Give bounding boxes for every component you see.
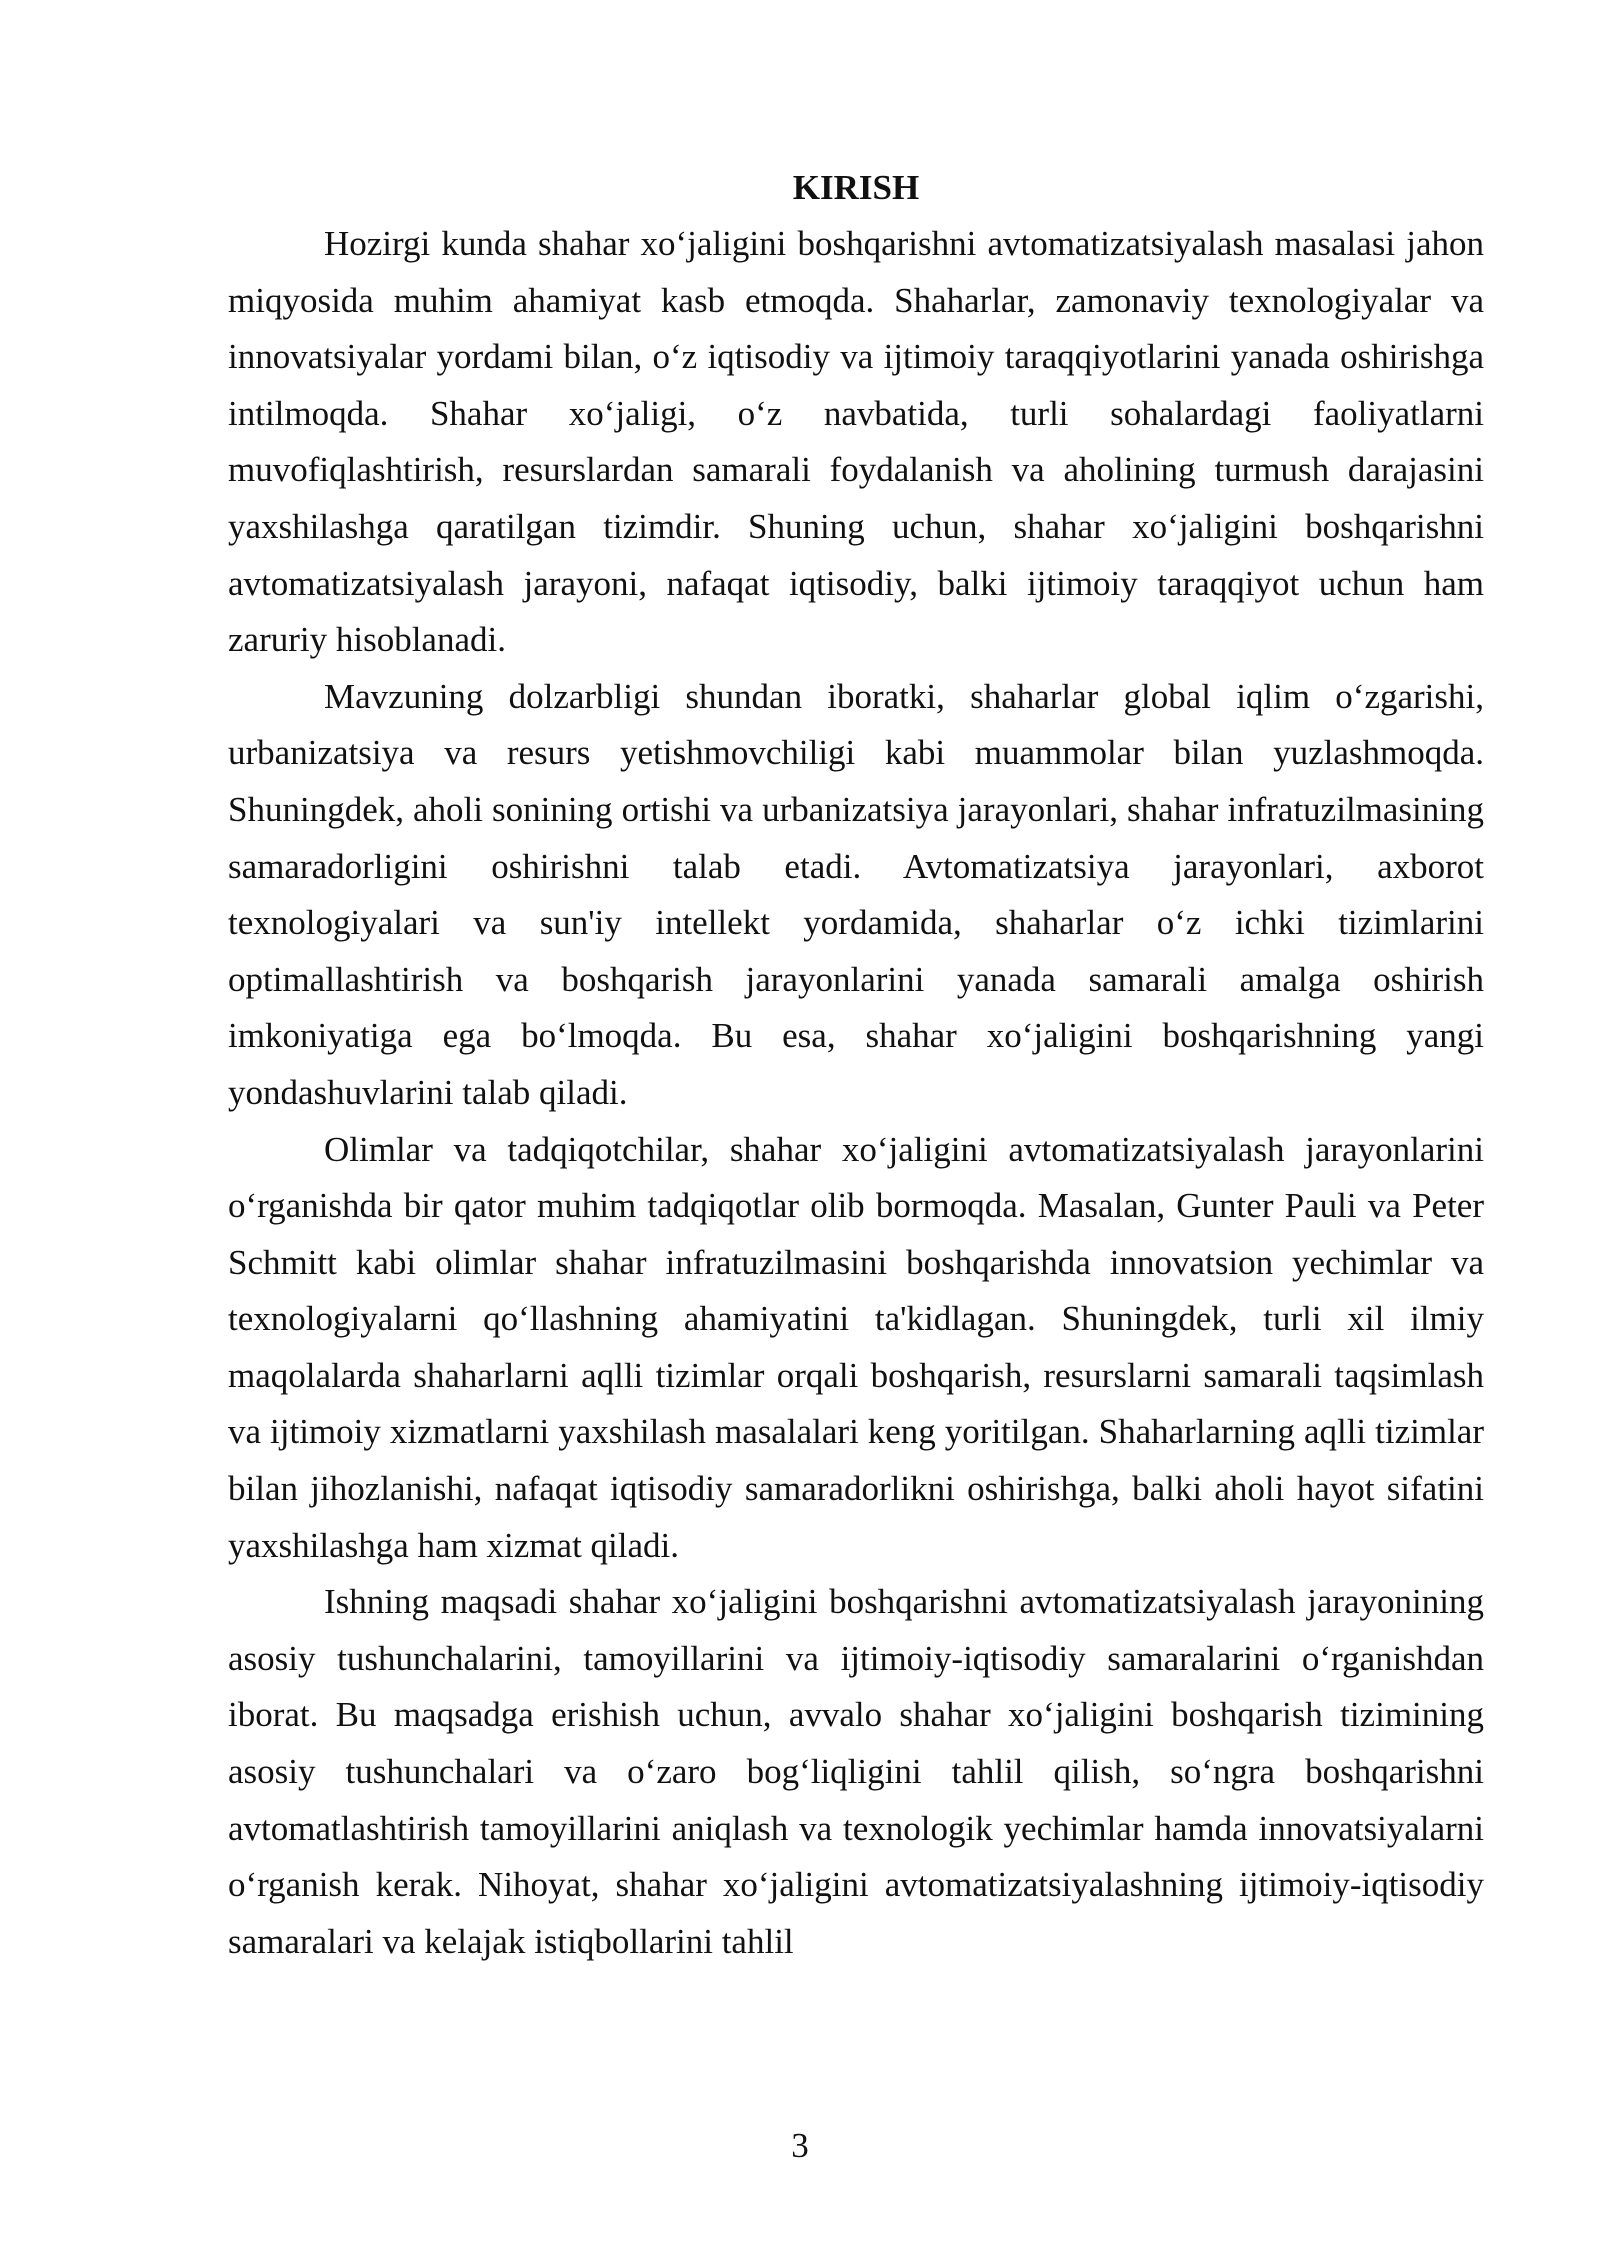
paragraph-relevance: Mavzuning dolzarbligi shundan iboratki, shaharlar global iqlim o‘zgarishi, urbanizatsiya va resurs yetishmovchiligi kabi muammolar bilan yuzlashmoqda. Shuningdek, aholi sonining ortishi va urbanizatsiya jarayonlari, shahar infratuzilmasining samaradorligini oshirishni talab etadi. Avtomatizatsiya jarayonlari, axborot texnologiyalari va sun'iy intellekt yordamida, shaharlar o‘z ichki tizimlarini optimallashtirish va boshqarish jarayonlarini yanada samarali amalga oshirish imkoniyatiga ega bo‘lmoqda. Bu esa, shahar xo‘jaligini boshqarishning yangi yondashuvlarini talab qiladi. bbox=[228, 676, 1484, 1112]
page-content bbox=[228, 160, 1484, 1970]
section-title: KIRISH bbox=[792, 168, 920, 207]
paragraph-introduction: Hozirgi kunda shahar xo‘jaligini boshqarishni avtomatizatsiyalash masalasi jahon miqyosida muhim ahamiyat kasb etmoqda. Shaharlar, zamonaviy texnologiyalar va innovatsiyalar yordami bilan, o‘z iqtisodiy va ijtimoiy taraqqiyotlarini yanada oshirishga intilmoqda. Shahar xo‘jaligi, o‘z navbatida, turli sohalardagi faoliyatlarni muvofiqlashtirish, resurslardan samarali foydalanish va aholining turmush darajasini yaxshilashga qaratilgan tizimdir. Shuning uchun, shahar xo‘jaligini boshqarishni avtomatizatsiyalash jarayoni, nafaqat iqtisodiy, balki ijtimoiy taraqqiyot uchun ham zaruriy hisoblanadi. bbox=[228, 224, 1484, 660]
page-number: 3 bbox=[791, 2126, 809, 2165]
paragraph-goal: Ishning maqsadi shahar xo‘jaligini boshqarishni avtomatizatsiyalash jarayonining asosiy tushunchalarini, tamoyillarini va ijtimoiy-iqtisodiy samaralarini o‘rganishdan iborat. Bu maqsadga erishish uchun, avvalo shahar xo‘jaligini boshqarish tizimining asosiy tushunchalari va o‘zaro bog‘liqligini tahlil qilish, so‘ngra boshqarishni avtomatlashtirish tamoyillarini aniqlash va texnologik yechimlar hamda innovatsiyalarni o‘rganish kerak. Nihoyat, shahar xo‘jaligini avtomatizatsiyalashning ijtimoiy-iqtisodiy samaralari va kelajak istiqbollarini tahlil bbox=[228, 1582, 1484, 1961]
paragraph-research-review: Olimlar va tadqiqotchilar, shahar xo‘jaligini avtomatizatsiyalash jarayonlarini o‘rganishda bir qator muhim tadqiqotlar olib bormoqda. Masalan, Gunter Pauli va Peter Schmitt kabi olimlar shahar infratuzilmasini boshqarishda innovatsion yechimlar va texnologiyalarni qo‘llashning ahamiyatini ta'kidlagan. Shuningdek, turli xil ilmiy maqolalarda shaharlarni aqlli tizimlar orqali boshqarish, resurslarni samarali taqsimlash va ijtimoiy xizmatlarni yaxshilash masalalari keng yoritilgan. Shaharlarning aqlli tizimlar bilan jihozlanishi, nafaqat iqtisodiy samaradorlikni oshirishga, balki aholi hayot sifatini yaxshilashga ham xizmat qiladi. bbox=[228, 1129, 1484, 1565]
